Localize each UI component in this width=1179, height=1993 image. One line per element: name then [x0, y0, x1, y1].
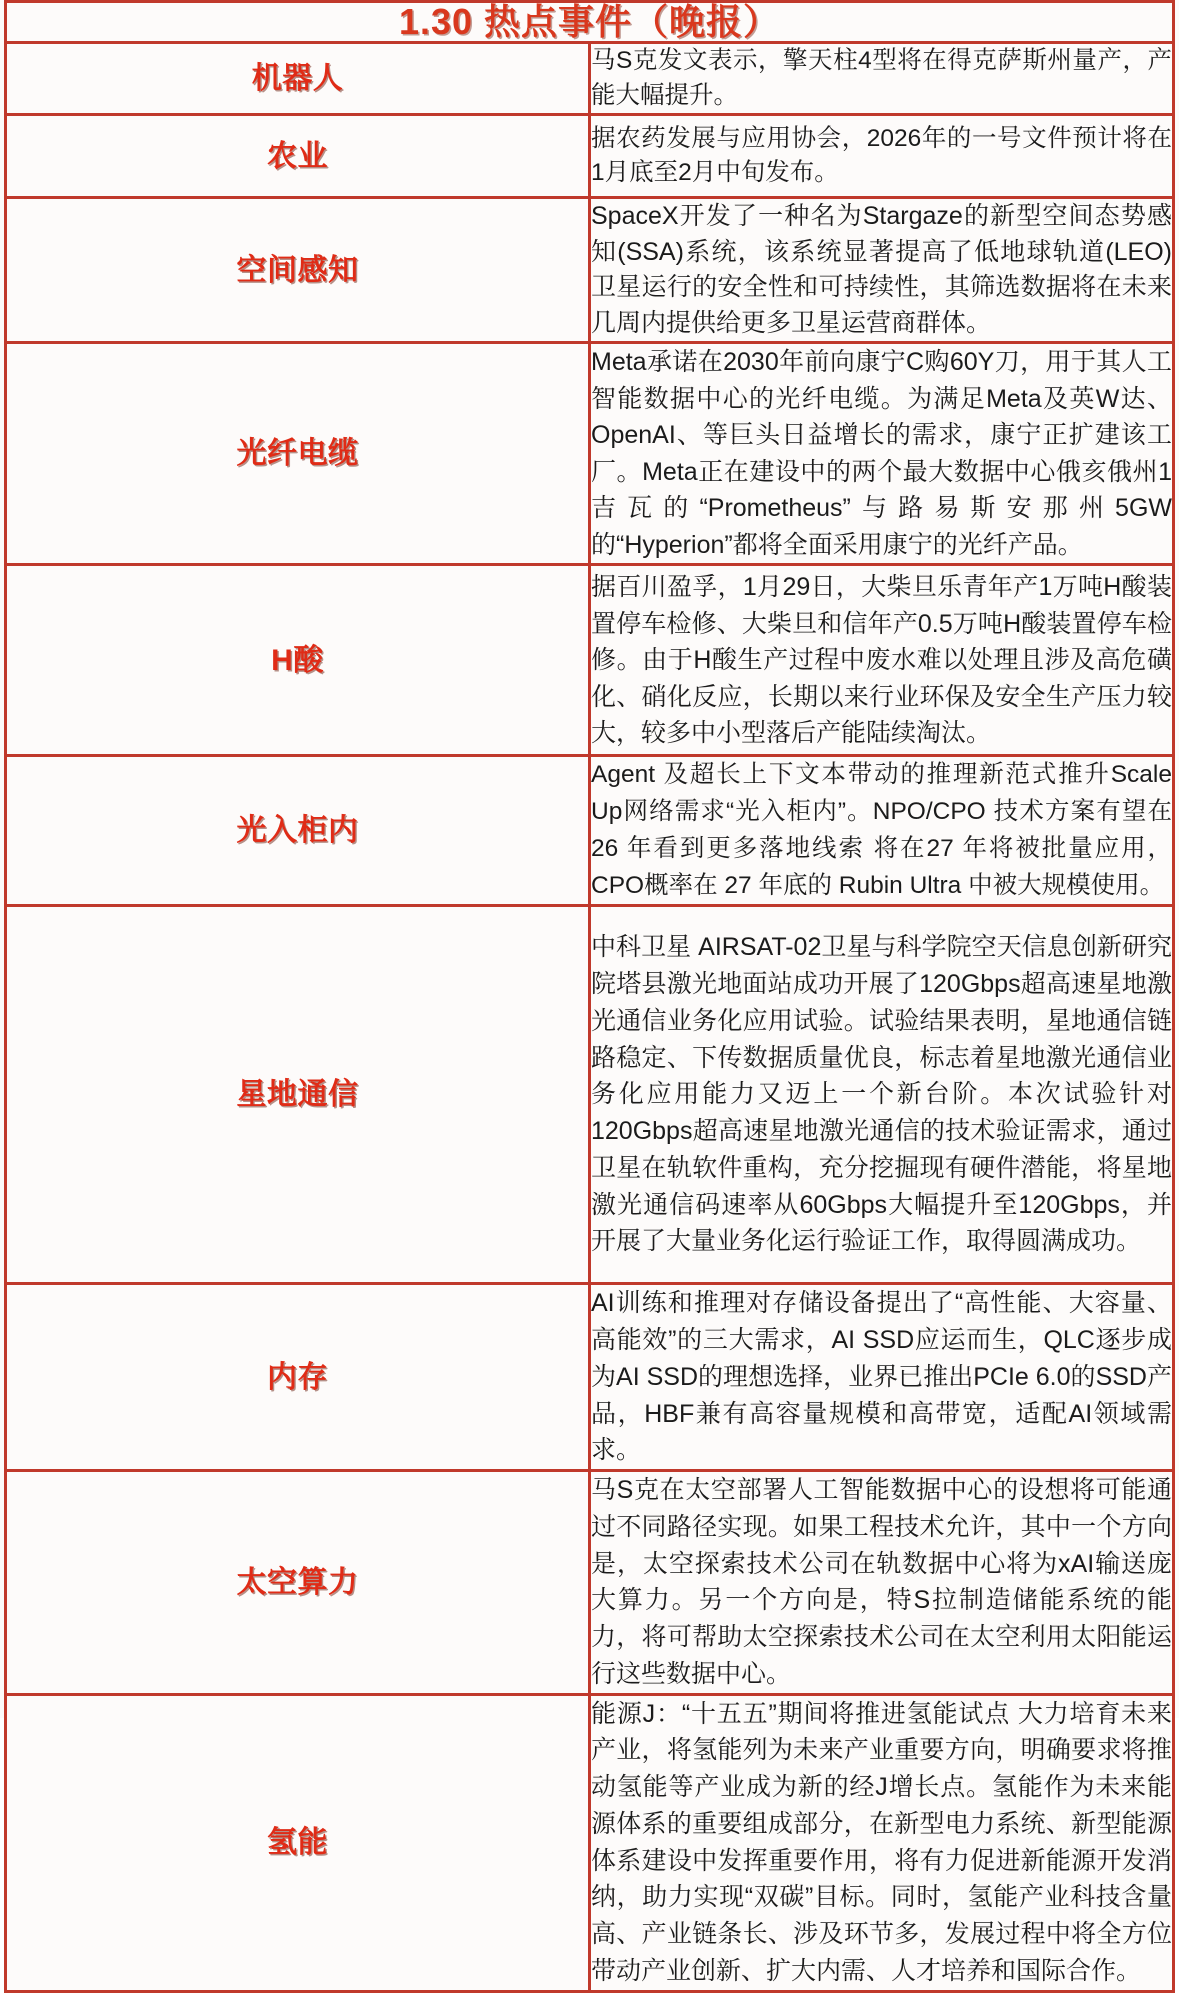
content-text: Agent 及超长上下文本带动的推理新范式推升Scale Up网络需求“光入柜内”。NPO/CPO 技术方案有望在 26 年看到更多落地线索 将在27 年将被批量应用，CPO概率在 27 年底的 Rubin Ultra 中被大规模使用。 [591, 761, 1172, 899]
table-row [6, 42, 1174, 115]
content-text: Meta承诺在2030年前向康宁C购60Y刀，用于其人工智能数据中心的光纤电缆。为满足Meta及英W达、OpenAI、等巨头日益增长的需求，康宁正扩建该工厂。Meta正在建设中的两个最大数据中心俄亥俄州1吉瓦的“Prometheus”与路易斯安那州5GW的“Hyperion”都将全面采用康宁的光纤产品。 [591, 348, 1172, 559]
page-title: 1.30 热点事件（晚报） [398, 1, 781, 42]
page-title-cell [6, 2, 1174, 43]
content-text: 马S克发文表示，擎天柱4型将在得克萨斯州量产，产能大幅提升。 [591, 46, 1172, 109]
table-row [6, 198, 1174, 343]
content-cell-optics-in-rack [590, 756, 1174, 906]
content-cell-memory [590, 1284, 1174, 1471]
content-text: 马S克在太空部署人工智能数据中心的设想将可能通过不同路径实现。如果工程技术允许，其中一个方向是，太空探索技术公司在轨数据中心将为xAI输送庞大算力。另一个方向是，特S拉制造储能系统的能力，将可帮助太空探索技术公司在太空利用太阳能运行这些数据中心。 [591, 1476, 1172, 1688]
content-text: 中科卫星 AIRSAT-02卫星与科学院空天信息创新研究院塔县激光地面站成功开展了120Gbps超高速星地激光通信业务化应用试验。试验结果表明，星地通信链路稳定、下传数据质量优良，标志着星地激光通信业务化应用能力又迈上一个新台阶。本次试验针对120Gbps超高速星地激光通信的技术验证需求，通过卫星在轨软件重构，充分挖掘现有硬件潜能，将星地激光通信码速率从60Gbps大幅提升至120Gbps，并开展了大量业务化运行验证工作，取得圆满成功。 [591, 933, 1172, 1256]
category-cell-robot [6, 42, 590, 115]
category-cell-agriculture [6, 115, 590, 198]
category-label: 太空算力 [236, 1565, 359, 1599]
content-cell-hydrogen [590, 1694, 1174, 1991]
table-row [6, 756, 1174, 906]
table-row [6, 1694, 1174, 1991]
table-row [6, 906, 1174, 1284]
title-row [6, 2, 1174, 43]
category-label: 空间感知 [236, 253, 359, 287]
content-text: 据农药发展与应用协会，2026年的一号文件预计将在1月底至2月中旬发布。 [591, 124, 1172, 187]
content-cell-satellite-ground-comm [590, 906, 1174, 1284]
category-cell-fiber-cable [6, 343, 590, 565]
content-text: SpaceX开发了一种名为Stargaze的新型空间态势感知(SSA)系统，该系统显著提高了低地球轨道(LEO)卫星运行的安全性和可持续性，其筛选数据将在未来几周内提供给更多卫星运营商群体。 [591, 202, 1172, 337]
content-cell-space-awareness [590, 198, 1174, 343]
category-label: 内存 [267, 1360, 328, 1394]
table-row [6, 1471, 1174, 1695]
content-cell-h-acid [590, 565, 1174, 756]
content-text: AI训练和推理对存储设备提出了“高性能、大容量、高能效”的三大需求，AI SSD应运而生，QLC逐步成为AI SSD的理想选择，业界已推出PCIe 6.0的SSD产品，HBF兼有高容量规模和高带宽，适配AI领域需求。 [591, 1289, 1172, 1465]
content-cell-agriculture [590, 115, 1174, 198]
category-cell-space-compute [6, 1471, 590, 1695]
table-row [6, 1284, 1174, 1471]
category-cell-hydrogen [6, 1694, 590, 1991]
content-cell-fiber-cable [590, 343, 1174, 565]
category-label: 农业 [267, 139, 328, 173]
category-cell-satellite-ground-comm [6, 906, 590, 1284]
content-text: 能源J：“十五五”期间将推进氢能试点 大力培育未来产业，将氢能列为未来产业重要方向，明确要求将推动氢能等产业成为新的经J增长点。氢能作为未来能源体系的重要组成部分，在新型电力系统、新型能源体系建设中发挥重要作用，将有力促进新能源开发消纳，助力实现“双碳”目标。同时，氢能产业科技含量高、产业链条长、涉及环节多，发展过程中将全方位带动产业创新、扩大内需、人才培养和国际合作。 [591, 1699, 1172, 1985]
category-cell-h-acid [6, 565, 590, 756]
category-label: 星地通信 [236, 1078, 359, 1112]
category-cell-optics-in-rack [6, 756, 590, 906]
table-row [6, 343, 1174, 565]
table-row [6, 115, 1174, 198]
table-row [6, 565, 1174, 756]
table-body [6, 2, 1174, 1992]
category-label: 氢能 [267, 1826, 328, 1860]
category-label: H酸 [271, 643, 324, 677]
category-label: 机器人 [251, 62, 344, 96]
category-cell-memory [6, 1284, 590, 1471]
hot-events-table [4, 0, 1175, 1993]
category-cell-space-awareness [6, 198, 590, 343]
content-text: 据百川盈孚，1月29日，大柴旦乐青年产1万吨H酸装置停车检修、大柴旦和信年产0.5万吨H酸装置停车检修。由于H酸生产过程中废水难以处理且涉及高危磺化、硝化反应，长期以来行业环保及安全生产压力较大，较多中小型落后产能陆续淘汰。 [591, 573, 1172, 748]
content-cell-space-compute [590, 1471, 1174, 1695]
category-label: 光入柜内 [236, 814, 359, 848]
category-label: 光纤电缆 [236, 437, 359, 471]
content-cell-robot [590, 42, 1174, 115]
